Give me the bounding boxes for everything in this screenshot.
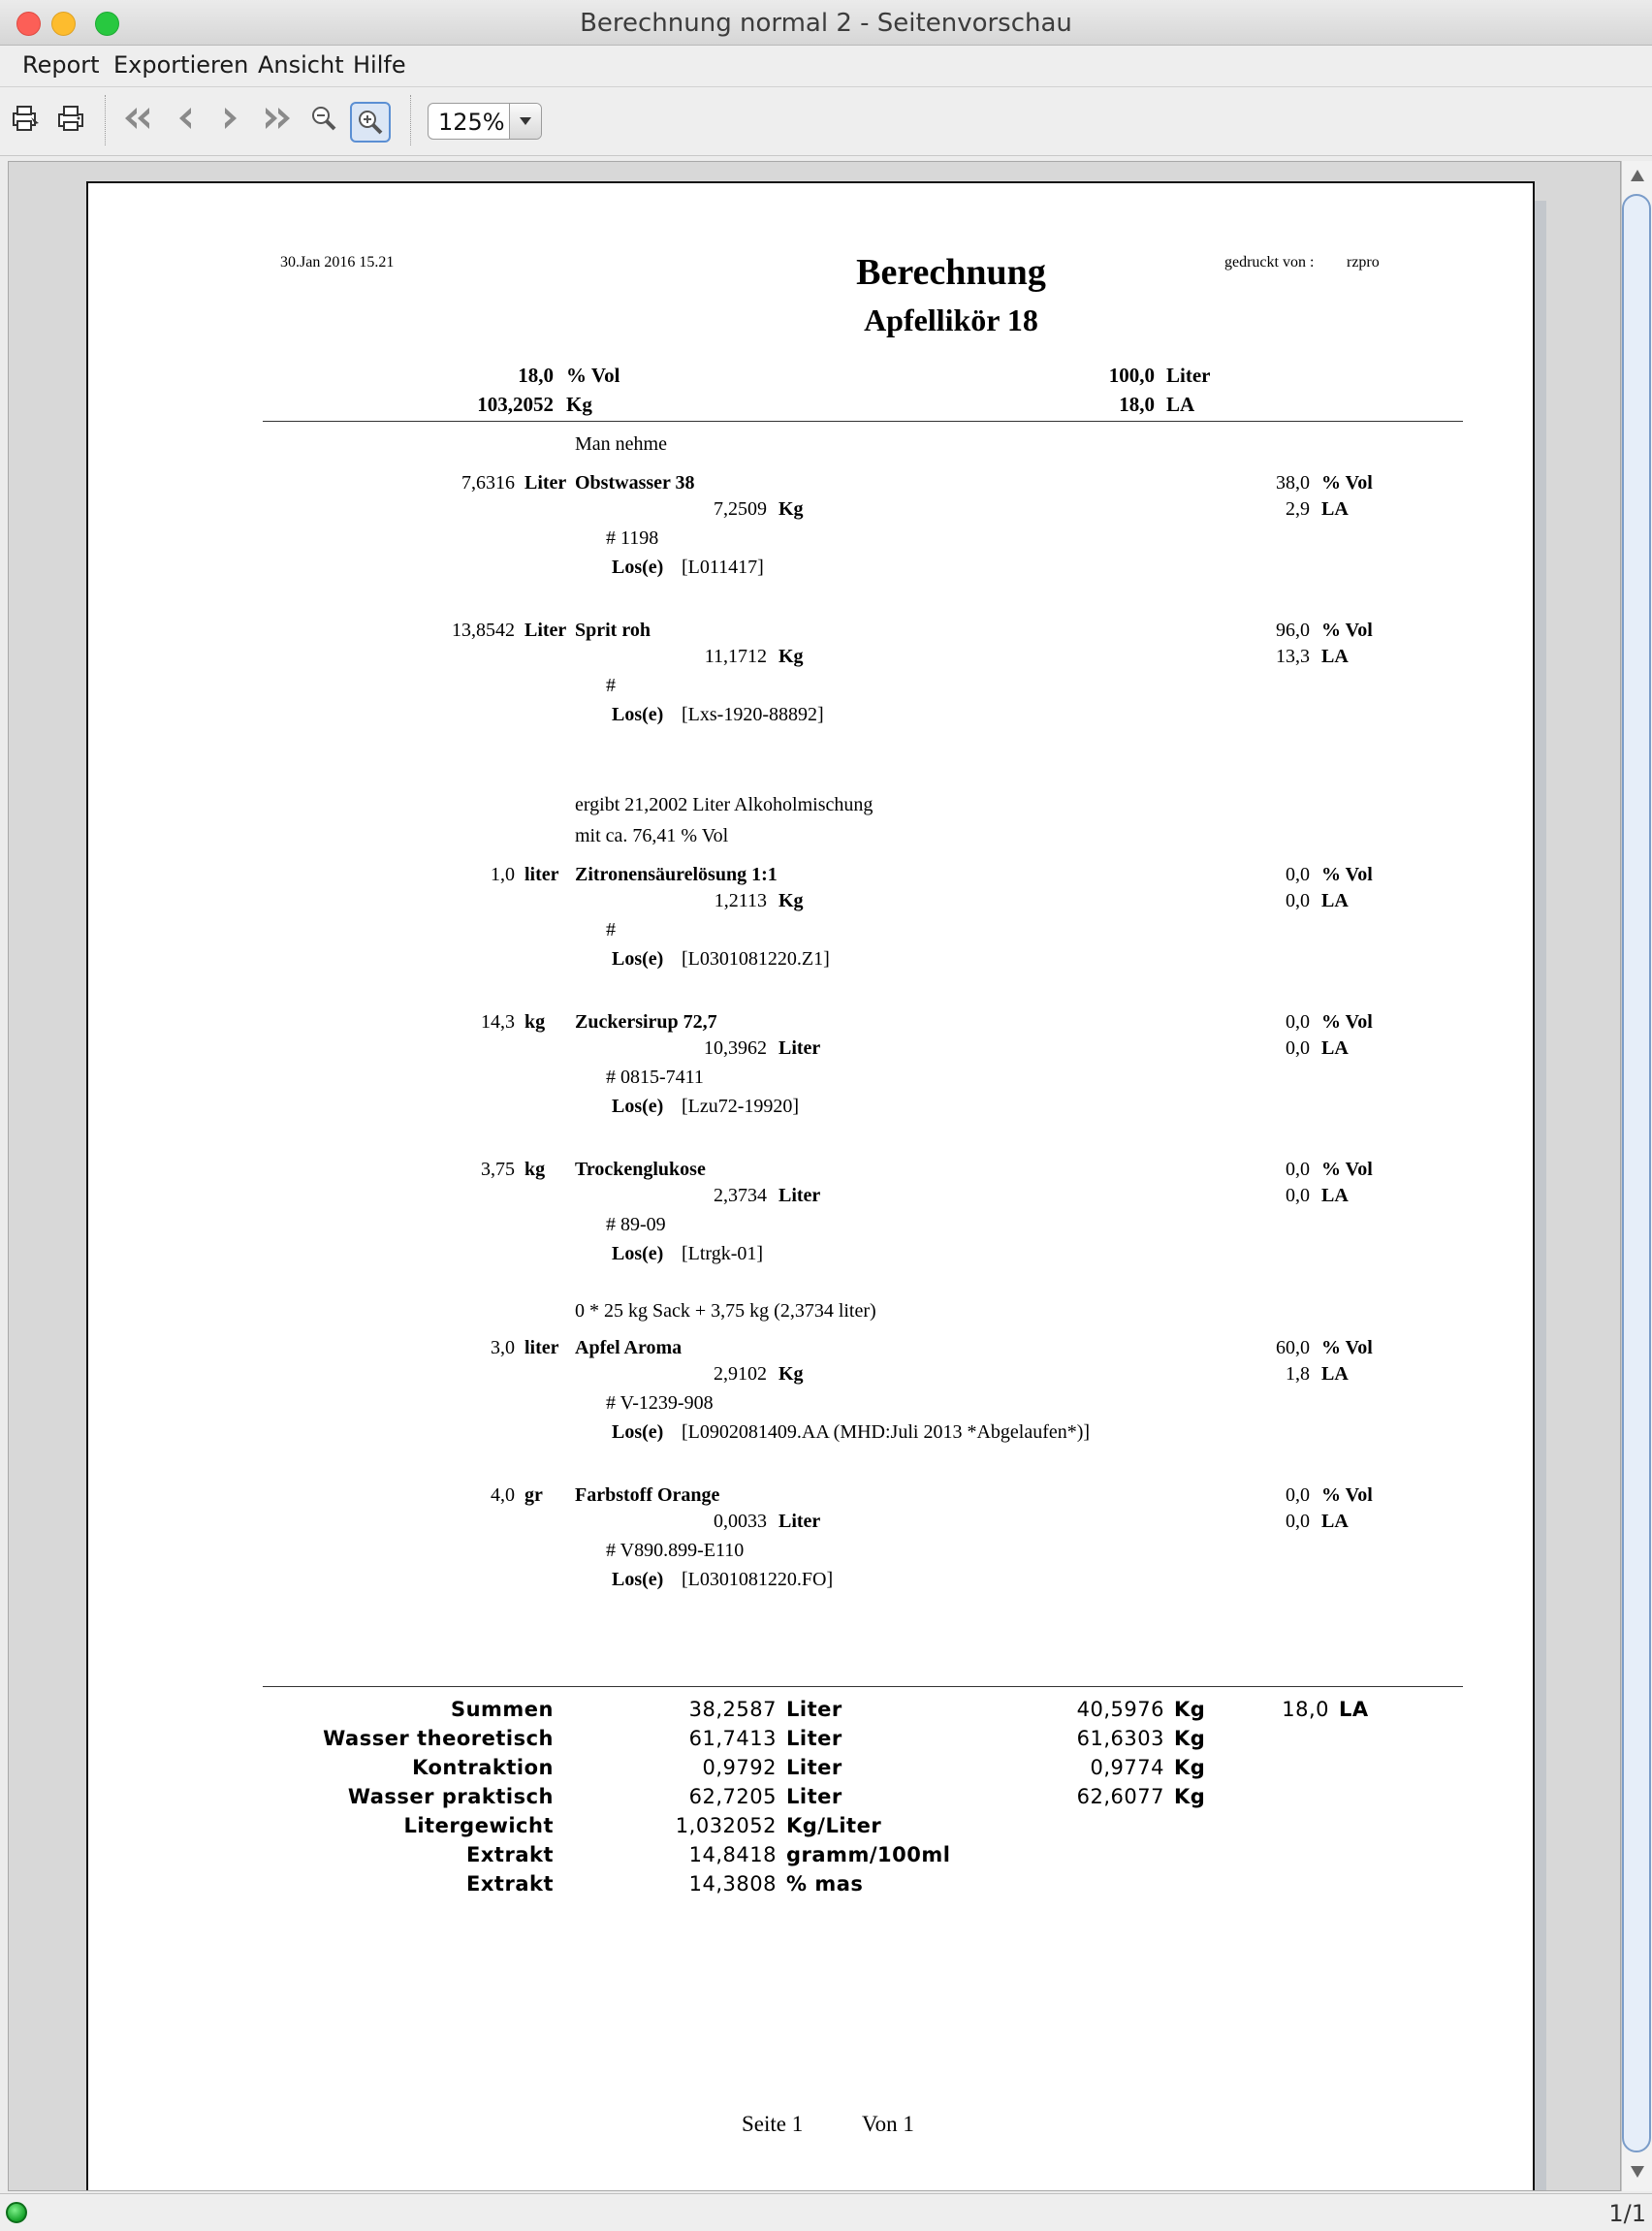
- ingredient-vol-unit: % Vol: [1321, 1159, 1373, 1180]
- ingredient-sub-unit: Kg: [778, 498, 804, 520]
- summary-value-3: 18,0: [1282, 1698, 1329, 1721]
- page-count: 1/1: [1608, 2200, 1646, 2227]
- summary-value-2: 61,6303: [1076, 1727, 1164, 1750]
- ingredient-lot: [L0301081220.FO]: [682, 1569, 834, 1590]
- summary-unit-3: LA: [1339, 1698, 1369, 1721]
- menu-hilfe[interactable]: Hilfe: [353, 51, 406, 79]
- summary-label: Extrakt: [466, 1843, 554, 1866]
- ingredient-vol-unit: % Vol: [1321, 472, 1373, 494]
- ingredient-vol: 0,0: [1286, 864, 1310, 885]
- ingredient-la-unit: LA: [1321, 498, 1349, 520]
- summary-value-1: 38,2587: [688, 1698, 777, 1721]
- summary-label: Litergewicht: [403, 1814, 554, 1837]
- ingredient-vol: 0,0: [1286, 1159, 1310, 1180]
- ingredient-sub-unit: Kg: [778, 1363, 804, 1385]
- previous-page-icon[interactable]: [167, 99, 206, 138]
- ingredient-name: Obstwasser 38: [575, 472, 695, 494]
- summary-value-1: 1,032052: [675, 1814, 777, 1837]
- intro-text: Man nehme: [575, 433, 667, 455]
- preview-viewport: [8, 161, 1621, 2191]
- ingredient-unit: liter: [524, 1337, 559, 1358]
- report-date: 30.Jan 2016 15.21: [280, 254, 395, 271]
- summary-label: Wasser theoretisch: [323, 1727, 554, 1750]
- title-bar: [0, 0, 1652, 46]
- ingredient-vol-unit: % Vol: [1321, 1011, 1373, 1033]
- ingredient-quantity: 14,3: [481, 1011, 515, 1033]
- mix-note-2: mit ca. 76,41 % Vol: [575, 825, 729, 846]
- header-la-unit: LA: [1166, 393, 1195, 416]
- status-bar: [0, 2193, 1652, 2231]
- ingredient-vol-unit: % Vol: [1321, 864, 1373, 885]
- header-kg-unit: Kg: [566, 393, 592, 416]
- ingredient-lot: [L0301081220.Z1]: [682, 948, 830, 970]
- ingredient-lot-label: Los(e): [612, 557, 664, 578]
- footer-page-label: Seite 1: [742, 2112, 804, 2136]
- header-la-value: 18,0: [1119, 393, 1155, 416]
- scroll-down-icon[interactable]: [1630, 2165, 1645, 2183]
- summary-unit-1: Liter: [786, 1727, 842, 1750]
- summary-label: Kontraktion: [412, 1756, 554, 1779]
- scroll-up-icon[interactable]: [1630, 169, 1645, 187]
- ingredient-number: # 89-09: [606, 1214, 666, 1235]
- summary-unit-2: Kg: [1174, 1756, 1206, 1779]
- summary-unit-1: Liter: [786, 1756, 842, 1779]
- report-title: Berechnung: [856, 252, 1046, 293]
- ingredient-sub-quantity: 0,0033: [714, 1511, 767, 1532]
- summary-unit-2: Kg: [1174, 1698, 1206, 1721]
- ingredient-sub-unit: Liter: [778, 1037, 821, 1059]
- window-title: Berechnung normal 2 - Seitenvorschau: [580, 9, 1072, 38]
- ingredient-number: #: [606, 919, 616, 940]
- ingredient-la-unit: LA: [1321, 1363, 1349, 1385]
- ingredient-vol: 60,0: [1276, 1337, 1310, 1358]
- ingredient-sub-quantity: 1,2113: [714, 890, 767, 911]
- summary-unit-2: Kg: [1174, 1785, 1206, 1808]
- chevron-down-icon[interactable]: [509, 104, 541, 139]
- ingredient-number: # 1198: [606, 527, 659, 549]
- summary-value-1: 61,7413: [688, 1727, 777, 1750]
- ingredient-la-unit: LA: [1321, 890, 1349, 911]
- ingredient-la: 0,0: [1286, 1511, 1310, 1532]
- ingredient-lot: [Lxs-1920-88892]: [682, 704, 824, 725]
- ingredient-lot: [L0902081409.AA (MHD:Juli 2013 *Abgelaufen*)]: [682, 1421, 1091, 1443]
- ingredient-lot-label: Los(e): [612, 1243, 664, 1264]
- ingredient-sub-unit: Liter: [778, 1185, 821, 1206]
- scrollbar-thumb[interactable]: [1622, 194, 1651, 2152]
- toolbar: [0, 87, 1652, 156]
- summary-unit-1: Kg/Liter: [786, 1814, 882, 1837]
- ingredient-sub-unit: Kg: [778, 646, 804, 667]
- menu-ansicht[interactable]: Ansicht: [258, 51, 344, 79]
- vertical-scrollbar[interactable]: [1621, 161, 1652, 2191]
- page-shadow: [1535, 201, 1546, 2191]
- ingredient-unit: gr: [524, 1484, 543, 1506]
- header-divider: [263, 421, 1463, 422]
- zoom-select[interactable]: [428, 103, 542, 140]
- ingredient-la: 2,9: [1286, 498, 1310, 520]
- ingredient-la: 0,0: [1286, 890, 1310, 911]
- summary-unit-1: gramm/100ml: [786, 1843, 951, 1866]
- ingredient-la: 0,0: [1286, 1037, 1310, 1059]
- ingredient-quantity: 7,6316: [461, 472, 515, 494]
- ingredient-quantity: 13,8542: [452, 620, 515, 641]
- ingredient-la: 0,0: [1286, 1185, 1310, 1206]
- summary-label: Wasser praktisch: [347, 1785, 554, 1808]
- ingredient-quantity: 3,0: [491, 1337, 515, 1358]
- summary-value-2: 62,6077: [1076, 1785, 1164, 1808]
- report-subtitle: Apfellikör 18: [864, 303, 1038, 337]
- ingredient-lot: [Ltrgk-01]: [682, 1243, 764, 1264]
- header-kg-value: 103,2052: [477, 393, 554, 416]
- ingredient-la-unit: LA: [1321, 1037, 1349, 1059]
- summary-label: Extrakt: [466, 1872, 554, 1896]
- ingredient-la: 1,8: [1286, 1363, 1310, 1385]
- ingredient-lot-label: Los(e): [612, 1096, 664, 1117]
- ingredient-name: Trockenglukose: [575, 1159, 706, 1180]
- next-page-icon[interactable]: [210, 99, 249, 138]
- ingredient-vol-unit: % Vol: [1321, 1484, 1373, 1506]
- summary-value-2: 40,5976: [1076, 1698, 1164, 1721]
- sack-note: 0 * 25 kg Sack + 3,75 kg (2,3734 liter): [575, 1300, 876, 1322]
- ingredient-sub-quantity: 7,2509: [714, 498, 767, 520]
- status-indicator-icon: [6, 2202, 27, 2223]
- last-page-icon[interactable]: [258, 99, 297, 138]
- ingredient-unit: Liter: [524, 472, 567, 494]
- zoom-in-icon[interactable]: [350, 102, 391, 143]
- ingredient-la: 13,3: [1276, 646, 1310, 667]
- ingredient-number: # V890.899-E110: [606, 1540, 745, 1561]
- menu-exportieren[interactable]: Exportieren: [113, 51, 249, 79]
- zoom-select-value: 125%: [438, 109, 505, 136]
- footer-of-label: Von 1: [862, 2112, 914, 2136]
- zoom-out-icon[interactable]: [304, 99, 343, 138]
- summary-value-2: 0,9774: [1090, 1756, 1164, 1779]
- summary-value-1: 62,7205: [688, 1785, 777, 1808]
- ingredient-quantity: 4,0: [491, 1484, 515, 1506]
- ingredient-vol: 96,0: [1276, 620, 1310, 641]
- summary-value-1: 0,9792: [702, 1756, 777, 1779]
- ingredient-lot-label: Los(e): [612, 1569, 664, 1590]
- ingredient-number: #: [606, 675, 616, 696]
- ingredient-quantity: 3,75: [481, 1159, 515, 1180]
- ingredient-la-unit: LA: [1321, 1185, 1349, 1206]
- ingredient-lot-label: Los(e): [612, 948, 664, 970]
- ingredient-vol: 0,0: [1286, 1011, 1310, 1033]
- report-page: [86, 181, 1535, 2191]
- menu-bar: [0, 46, 1652, 87]
- summary-value-1: 14,8418: [688, 1843, 777, 1866]
- ingredient-unit: kg: [524, 1159, 546, 1180]
- ingredient-sub-quantity: 10,3962: [704, 1037, 767, 1059]
- menu-report[interactable]: Report: [22, 51, 100, 79]
- header-liter-unit: Liter: [1166, 364, 1211, 387]
- first-page-icon[interactable]: [118, 99, 157, 138]
- ingredient-name: Apfel Aroma: [575, 1337, 683, 1358]
- ingredient-la-unit: LA: [1321, 1511, 1349, 1532]
- mix-note-1: ergibt 21,2002 Liter Alkoholmischung: [575, 794, 874, 815]
- printed-by-user: rzpro: [1347, 254, 1380, 271]
- ingredient-unit: kg: [524, 1011, 546, 1033]
- ingredient-lot-label: Los(e): [612, 704, 664, 725]
- print-icon[interactable]: [51, 99, 90, 138]
- ingredient-sub-quantity: 2,9102: [714, 1363, 767, 1385]
- summary-label: Summen: [450, 1698, 554, 1721]
- ingredient-lot-label: Los(e): [612, 1421, 664, 1443]
- ingredient-quantity: 1,0: [491, 864, 515, 885]
- header-vol-unit: % Vol: [566, 364, 620, 387]
- ingredient-vol: 0,0: [1286, 1484, 1310, 1506]
- ingredient-name: Farbstoff Orange: [575, 1484, 720, 1506]
- ingredient-vol-unit: % Vol: [1321, 1337, 1373, 1358]
- header-vol-value: 18,0: [518, 364, 554, 387]
- ingredient-sub-unit: Liter: [778, 1511, 821, 1532]
- ingredient-sub-quantity: 11,1712: [704, 646, 767, 667]
- ingredient-lot: [L011417]: [682, 557, 764, 578]
- ingredient-name: Zitronensäurelösung 1:1: [575, 864, 778, 885]
- summary-divider: [263, 1686, 1463, 1687]
- ingredient-lot: [Lzu72-19920]: [682, 1096, 800, 1117]
- summary-value-1: 14,3808: [688, 1872, 777, 1896]
- printed-by-label: gedruckt von :: [1224, 254, 1315, 271]
- summary-unit-1: % mas: [786, 1872, 864, 1896]
- summary-unit-1: Liter: [786, 1785, 842, 1808]
- ingredient-sub-unit: Kg: [778, 890, 804, 911]
- ingredient-vol: 38,0: [1276, 472, 1310, 494]
- summary-unit-2: Kg: [1174, 1727, 1206, 1750]
- ingredient-name: Sprit roh: [575, 620, 651, 641]
- ingredient-sub-quantity: 2,3734: [714, 1185, 767, 1206]
- ingredient-vol-unit: % Vol: [1321, 620, 1373, 641]
- ingredient-la-unit: LA: [1321, 646, 1349, 667]
- toolbar-separator: [105, 95, 108, 145]
- ingredient-unit: Liter: [524, 620, 567, 641]
- toolbar-separator: [410, 95, 413, 145]
- header-liter-value: 100,0: [1108, 364, 1155, 387]
- summary-unit-1: Liter: [786, 1698, 842, 1721]
- ingredient-number: # 0815-7411: [606, 1067, 704, 1088]
- ingredient-name: Zuckersirup 72,7: [575, 1011, 717, 1033]
- ingredient-number: # V-1239-908: [606, 1392, 714, 1414]
- print-setup-icon[interactable]: [6, 99, 45, 138]
- ingredient-unit: liter: [524, 864, 559, 885]
